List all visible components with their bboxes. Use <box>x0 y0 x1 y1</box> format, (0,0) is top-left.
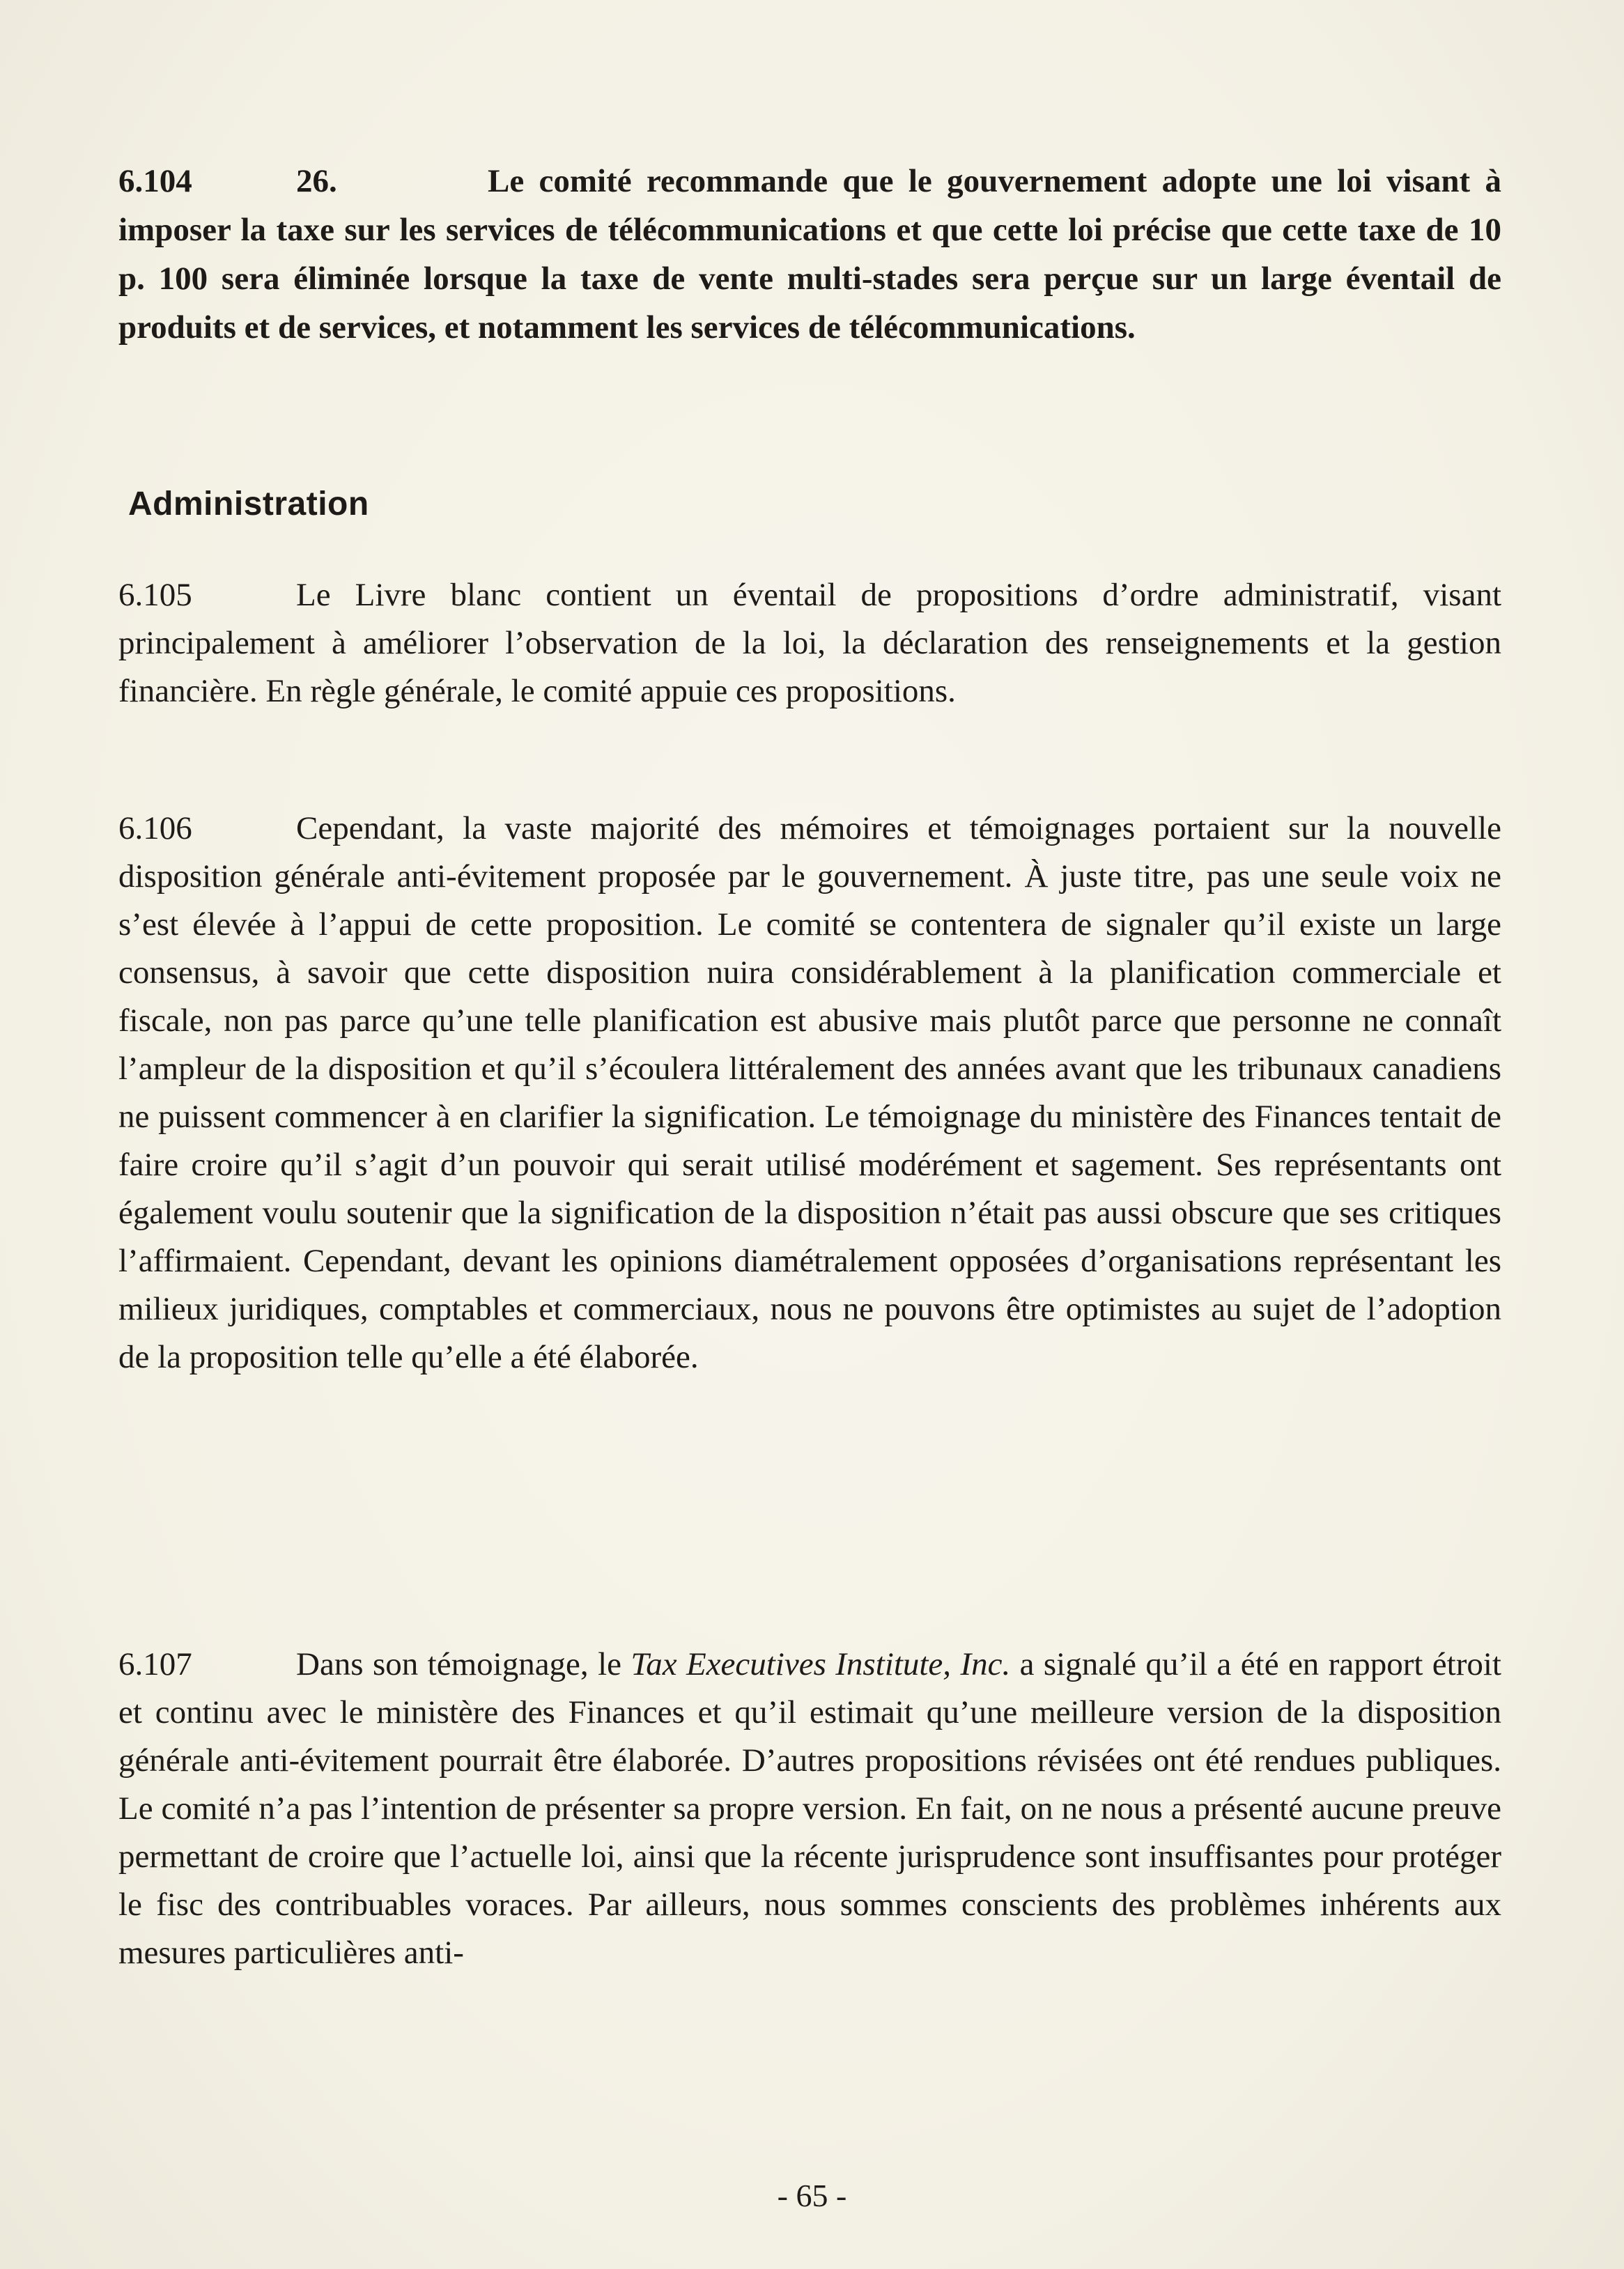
paragraph-number: 6.105 <box>118 577 192 613</box>
paragraph-number: 6.107 <box>118 1646 192 1682</box>
paragraph-text: Le Livre blanc contient un éventail de propositions d’ordre administratif, visant principalement à améliorer l’observation de la loi, la déclaration des renseignements et la gestion financière. En règle générale, le comité appuie ces propositions. <box>118 577 1501 709</box>
recommendation-number: 26. <box>296 163 337 199</box>
page-number: - 65 - <box>777 2178 847 2213</box>
paragraph-number: 6.104 <box>118 163 192 199</box>
paragraph-6-105 <box>118 571 1501 715</box>
paragraph-text: Cependant, la vaste majorité des mémoires et témoignages portaient sur la nouvelle disposition générale anti-évitement proposée par le gouvernement. À juste titre, pas une seule voix ne s’est élevée à l’appui de cette proposition. Le comité se contentera de signaler qu’il existe un large consensus, à savoir que cette disposition nuira considérablement à la planification commerciale et fiscale, non pas parce qu’une telle planification est abusive mais plutôt parce que personne ne connaît l’ampleur de la disposition et qu’il s’écoulera littéralement des années avant que les tribunaux canadiens ne puissent commencer à en clarifier la signification. Le témoignage du ministère des Finances tentait de faire croire qu’il s’agit d’un pouvoir qui serait utilisé modérément et sagement. Ses représentants ont également voulu soutenir que la signification de la disposition n’était pas aussi obscure que ses critiques l’affirmaient. Cependant, devant les opinions diamétralement opposées d’organisations représentant les milieux juridiques, comptables et commerciaux, nous ne pouvons être optimistes au sujet de l’adoption de la proposition telle qu’elle a été élaborée. <box>118 810 1501 1375</box>
organization-name: Tax Executives Institute, Inc. <box>631 1646 1011 1682</box>
recommendation-text: Le comité recommande que le gouvernement adopte une loi visant à imposer la taxe sur les services de télécommunications et que cette loi précise que cette taxe de 10 p. 100 sera éliminée lorsque la taxe de vente multi-stades sera perçue sur un large éventail de produits et de services, et notamment les services de télécommunications. <box>118 163 1501 346</box>
section-heading: Administration <box>128 486 369 522</box>
paragraph-text-end: a signalé qu’il a été en rapport étroit et continu avec le ministère des Finances et qu’il estimait qu’une meilleure version de la disposition générale anti-évitement pourrait être élaborée. D’autres propositions révisées ont été rendues publiques. Le comité n’a pas l’intention de présenter sa propre version. En fait, on ne nous a présenté aucune preuve permettant de croire que l’actuelle loi, ainsi que la récente jurisprudence sont insuffisantes pour protéger le fisc des contribuables voraces. Par ailleurs, nous sommes conscients des problèmes inhérents aux mesures particulières anti- <box>118 1646 1501 1971</box>
paragraph-6-106 <box>118 805 1501 1381</box>
paragraph-number: 6.106 <box>118 810 192 846</box>
paragraph-text-start: Dans son témoignage, le <box>296 1646 631 1682</box>
recommendation-paragraph <box>118 157 1501 352</box>
paragraph-6-107 <box>118 1641 1501 1977</box>
